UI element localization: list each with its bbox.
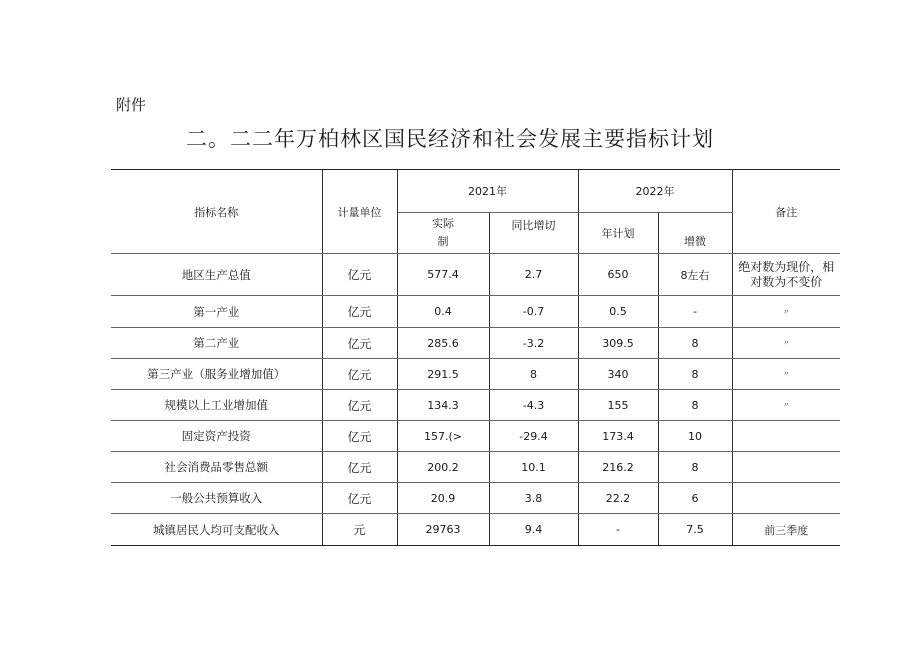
header-unit: 计量单位: [322, 170, 397, 254]
plan-2022: 155: [578, 390, 658, 421]
actual-2021: 20.9: [397, 483, 489, 514]
indicator-name: 固定资产投资: [111, 421, 322, 452]
indicator-name: 地区生产总值: [111, 254, 322, 296]
remark: [732, 421, 840, 452]
growth-2022: 8左右: [658, 254, 732, 296]
actual-2021: 134.3: [397, 390, 489, 421]
yoy-2021: 8: [489, 359, 578, 390]
unit: 亿元: [322, 359, 397, 390]
growth-2022: 8: [658, 359, 732, 390]
plan-2022: 309.5: [578, 328, 658, 359]
document-title: 二。二二年万柏林区国民经济和社会发展主要指标计划: [186, 127, 714, 151]
header-actual: [397, 213, 489, 254]
table-row: [111, 328, 840, 359]
unit: 亿元: [322, 452, 397, 483]
growth-2022: 7.5: [658, 514, 732, 546]
remark: 绝对数为现价，相对数为不变价: [732, 254, 840, 296]
table-row: [111, 254, 840, 296]
growth-2022: 8: [658, 328, 732, 359]
actual-2021: 29763: [397, 514, 489, 546]
unit: 亿元: [322, 421, 397, 452]
header-row-top: [111, 170, 840, 213]
yoy-2021: 9.4: [489, 514, 578, 546]
remark: [732, 483, 840, 514]
plan-2022: 216.2: [578, 452, 658, 483]
indicator-name: 城镇居民人均可支配收入: [111, 514, 322, 546]
plan-2022: 173.4: [578, 421, 658, 452]
header-year-2022: 2022年: [578, 170, 732, 213]
unit: 亿元: [322, 254, 397, 296]
header-indicator-name: 指标名称: [111, 170, 322, 254]
table-row: [111, 483, 840, 514]
yoy-2021: -4.3: [489, 390, 578, 421]
unit: 亿元: [322, 296, 397, 328]
yoy-2021: -3.2: [489, 328, 578, 359]
yoy-2021: 3.8: [489, 483, 578, 514]
yoy-2021: -0.7: [489, 296, 578, 328]
actual-2021: 291.5: [397, 359, 489, 390]
remark: 〃: [732, 390, 840, 421]
unit: 元: [322, 514, 397, 546]
plan-2022: 22.2: [578, 483, 658, 514]
yoy-2021: 2.7: [489, 254, 578, 296]
header-growth: 增微: [658, 213, 732, 254]
attachment-label: 附件: [116, 96, 147, 114]
table-row: [111, 452, 840, 483]
growth-2022: 8: [658, 452, 732, 483]
remark: 前三季度: [732, 514, 840, 546]
remark: 〃: [732, 328, 840, 359]
unit: 亿元: [322, 483, 397, 514]
actual-2021: 157.(>: [397, 421, 489, 452]
table-row: [111, 296, 840, 328]
remark: 〃: [732, 296, 840, 328]
unit: 亿元: [322, 390, 397, 421]
indicator-name: 社会消费品零售总额: [111, 452, 322, 483]
actual-2021: 285.6: [397, 328, 489, 359]
remark: 〃: [732, 359, 840, 390]
table-row: [111, 514, 840, 546]
actual-2021: 577.4: [397, 254, 489, 296]
indicator-name: 第一产业: [111, 296, 322, 328]
table-row: [111, 421, 840, 452]
header-yoy-change: 同比增切: [489, 213, 578, 254]
header-annual-plan: 年计划: [578, 213, 658, 254]
header-year-2021: 2021年: [397, 170, 578, 213]
yoy-2021: 10.1: [489, 452, 578, 483]
indicator-name: 第二产业: [111, 328, 322, 359]
plan-2022: 0.5: [578, 296, 658, 328]
plan-2022: 340: [578, 359, 658, 390]
growth-2022: 6: [658, 483, 732, 514]
actual-2021: 200.2: [397, 452, 489, 483]
indicator-table: [111, 169, 840, 546]
table-row: [111, 359, 840, 390]
header-remarks: 备注: [732, 170, 840, 254]
yoy-2021: -29.4: [489, 421, 578, 452]
unit: 亿元: [322, 328, 397, 359]
actual-2021: 0.4: [397, 296, 489, 328]
indicator-name: 第三产业（服务业增加值）: [111, 359, 322, 390]
plan-2022: -: [578, 514, 658, 546]
indicator-name: 一般公共预算收入: [111, 483, 322, 514]
table-row: [111, 390, 840, 421]
growth-2022: 10: [658, 421, 732, 452]
indicator-name: 规模以上工业增加值: [111, 390, 322, 421]
remark: [732, 452, 840, 483]
growth-2022: -: [658, 296, 732, 328]
header-actual-line1: 实际: [432, 217, 454, 230]
header-actual-line2: 制: [437, 235, 449, 248]
plan-2022: 650: [578, 254, 658, 296]
growth-2022: 8: [658, 390, 732, 421]
